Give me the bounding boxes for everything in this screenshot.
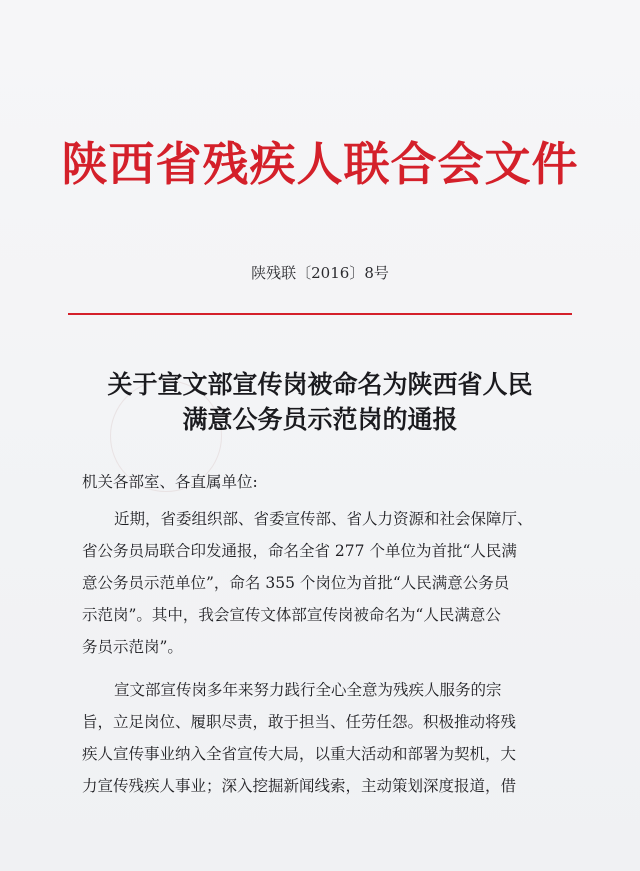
paragraph-1-line-1: 近期，省委组织部、省委宣传部、省人力资源和社会保障厅、 (114, 510, 533, 528)
paragraph-2-line-1: 宣文部宣传岗多年来努力践行全心全意为残疾人服务的宗 (114, 681, 502, 699)
document-title-line-1: 关于宣文部宣传岗被命名为陕西省人民 (107, 370, 533, 399)
paragraph-2-line-2: 旨，立足岗位、履职尽责，敢于担当、任劳任怨。积极推动将残 (82, 713, 517, 731)
paragraph-1-line-3: 意公务员示范单位”，命名 355 个岗位为首批“人民满意公务员 (82, 574, 510, 592)
paragraph-1-line-5: 务员示范岗”。 (82, 638, 183, 656)
salutation: 机关各部室、各直属单位: (82, 473, 258, 491)
paragraph-2-line-4: 力宣传残疾人事业；深入挖掘新闻线索，主动策划深度报道，借 (82, 777, 517, 795)
paragraph-2-line-3: 疾人宣传事业纳入全省宣传大局，以重大活动和部署为契机，大 (82, 745, 517, 763)
letterhead-divider (68, 313, 572, 315)
letterhead-title: 陕西省残疾人联合会文件 (61, 137, 579, 191)
document-title-line-2: 满意公务员示范岗的通报 (182, 405, 458, 434)
document-number: 陕残联〔2016〕8号 (251, 264, 389, 282)
paragraph-1-line-4: 示范岗”。其中，我会宣传文体部宣传岗被命名为“人民满意公 (82, 606, 501, 624)
paragraph-1-line-2: 省公务员局联合印发通报，命名全省 277 个单位为首批“人民满 (82, 542, 517, 560)
